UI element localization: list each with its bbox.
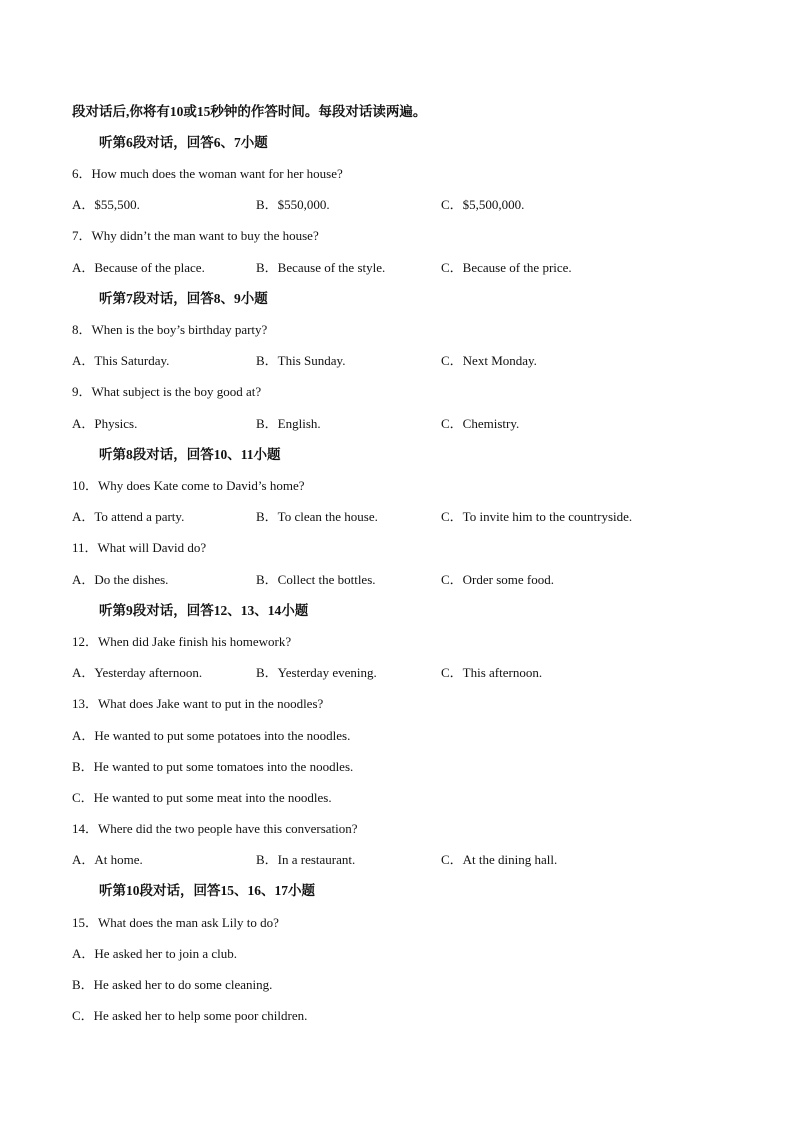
option-b: B．English.	[256, 416, 321, 431]
option-b: B．In a restaurant.	[256, 852, 356, 867]
option-a: A．He asked her to join a club.	[72, 946, 237, 961]
option-b: B．Yesterday evening.	[256, 665, 377, 680]
question-stem: 15．What does the man ask Lily to do?	[72, 915, 279, 930]
option-c: C．This afternoon.	[441, 665, 543, 680]
option-c: C．He wanted to put some meat into the noodles.	[72, 790, 332, 805]
question-stem: 14．Where did the two people have this conversation?	[72, 821, 358, 836]
option-a: A．This Saturday.	[72, 353, 170, 368]
section-heading: 听第9段对话，回答12、13、14小题	[99, 603, 309, 618]
question-stem: 9．What subject is the boy good at?	[72, 384, 262, 399]
option-b: B．This Sunday.	[256, 353, 346, 368]
option-a: A．To attend a party.	[72, 509, 185, 524]
option-c: C．Order some food.	[441, 572, 555, 587]
intro-text: 段对话后,你将有10或15秒钟的作答时间。每段对话读两遍。	[72, 104, 427, 119]
question-stem: 10．Why does Kate come to David’s home?	[72, 478, 305, 493]
option-c: C．Chemistry.	[441, 416, 520, 431]
section-heading: 听第8段对话，回答10、11小题	[99, 447, 281, 462]
option-b: B．He wanted to put some tomatoes into the noodles.	[72, 759, 354, 774]
option-b: B．Collect the bottles.	[256, 572, 376, 587]
question-stem: 11．What will David do?	[72, 540, 207, 555]
option-c: C．He asked her to help some poor children.	[72, 1008, 308, 1023]
question-stem: 8．When is the boy’s birthday party?	[72, 322, 268, 337]
option-b: B．To clean the house.	[256, 509, 378, 524]
option-a: A．Yesterday afternoon.	[72, 665, 203, 680]
option-c: C．Next Monday.	[441, 353, 537, 368]
option-b: B．He asked her to do some cleaning.	[72, 977, 273, 992]
option-a: A．$55,500.	[72, 197, 140, 212]
section-heading: 听第10段对话，回答15、16、17小题	[99, 883, 315, 898]
option-c: C．To invite him to the countryside.	[441, 509, 633, 524]
section-heading: 听第6段对话，回答6、7小题	[99, 135, 268, 150]
option-a: A．He wanted to put some potatoes into the noodles.	[72, 728, 351, 743]
section-heading: 听第7段对话，回答8、9小题	[99, 291, 268, 306]
question-stem: 6．How much does the woman want for her house?	[72, 166, 343, 181]
question-stem: 13．What does Jake want to put in the noodles?	[72, 696, 324, 711]
option-a: A．Because of the place.	[72, 260, 205, 275]
option-b: B．$550,000.	[256, 197, 330, 212]
option-c: C．At the dining hall.	[441, 852, 558, 867]
option-b: B．Because of the style.	[256, 260, 386, 275]
option-c: C．Because of the price.	[441, 260, 572, 275]
question-stem: 12．When did Jake finish his homework?	[72, 634, 292, 649]
option-a: A．Physics.	[72, 416, 138, 431]
option-c: C．$5,500,000.	[441, 197, 525, 212]
question-stem: 7．Why didn’t the man want to buy the house?	[72, 228, 319, 243]
option-a: A．Do the dishes.	[72, 572, 169, 587]
option-a: A．At home.	[72, 852, 143, 867]
